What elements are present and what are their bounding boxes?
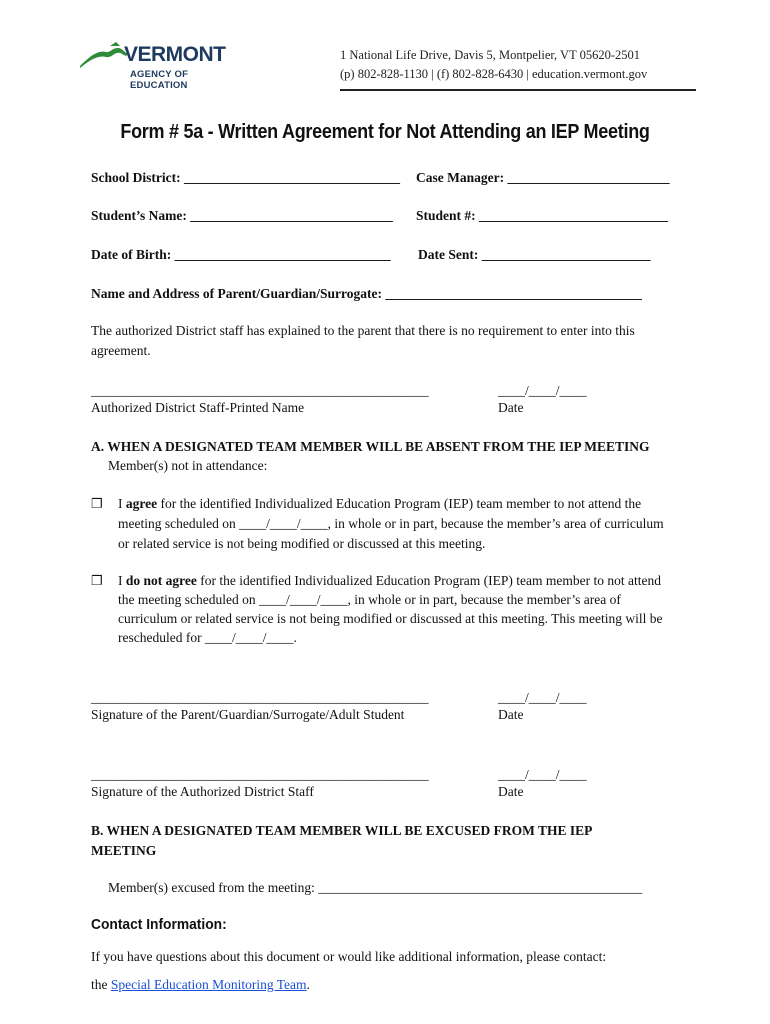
members-excused-field[interactable]: Member(s) excused from the meeting: ________________________________________________ bbox=[108, 880, 643, 895]
vermont-aoe-logo bbox=[80, 42, 240, 91]
case-manager-field[interactable]: Case Manager: ________________________ bbox=[416, 170, 670, 185]
agree-checkbox[interactable]: ❒ bbox=[91, 496, 103, 511]
staff-date-line[interactable]: ____/____/____ bbox=[498, 383, 587, 398]
disagree-statement bbox=[118, 571, 673, 647]
header-divider bbox=[340, 89, 696, 91]
contact-suffix: . bbox=[306, 977, 310, 992]
staff-printed-name-label: Authorized District Staff-Printed Name bbox=[91, 400, 305, 415]
agree-statement bbox=[118, 494, 673, 554]
student-name-field[interactable]: Student’s Name: ______________________________ bbox=[91, 208, 393, 223]
agree-prefix: I bbox=[118, 496, 126, 511]
section-a-heading: A. WHEN A DESIGNATED TEAM MEMBER WILL BE ABSENT FROM THE IEP MEETING bbox=[91, 439, 650, 454]
staff-signature-date-line[interactable]: ____/____/____ bbox=[498, 767, 587, 782]
contact-line-link bbox=[91, 975, 310, 994]
staff-signature-line[interactable]: __________________________________________________ bbox=[91, 767, 429, 782]
logo-agency-text: AGENCY OF EDUCATION bbox=[130, 69, 189, 91]
parent-date-label: Date bbox=[498, 707, 524, 722]
form-title: Form # 5a - Written Agreement for Not Attending an IEP Meeting bbox=[120, 121, 650, 143]
parent-signature-label: Signature of the Parent/Guardian/Surrogate/Adult Student bbox=[91, 707, 405, 722]
section-b-heading: B. WHEN A DESIGNATED TEAM MEMBER WILL BE EXCUSED FROM THE IEP MEETING bbox=[91, 823, 592, 858]
date-sent-field[interactable]: Date Sent: _________________________ bbox=[418, 247, 651, 262]
staff-name-line[interactable]: __________________________________________________ bbox=[91, 383, 429, 398]
parent-name-address-field[interactable]: Name and Address of Parent/Guardian/Surrogate: ______________________________________ bbox=[91, 286, 642, 301]
staff-signature-date-label: Date bbox=[498, 784, 524, 799]
intro-paragraph: The authorized District staff has explained to the parent that there is no requirement to enter into this agreement. bbox=[91, 323, 635, 358]
logo-wordmark: VERMONT bbox=[124, 43, 226, 66]
staff-signature-label: Signature of the Authorized District Staff bbox=[91, 784, 314, 799]
staff-date-label: Date bbox=[498, 400, 524, 415]
contact-line: (p) 802-828-1130 | (f) 802-828-6430 | education.vermont.gov bbox=[340, 67, 648, 81]
contact-heading: Contact Information: bbox=[91, 916, 227, 933]
members-not-attending: Member(s) not in attendance: bbox=[108, 458, 268, 473]
agree-keyword: agree bbox=[125, 496, 158, 511]
student-number-field[interactable]: Student #: ____________________________ bbox=[416, 208, 669, 223]
disagree-prefix: I bbox=[118, 573, 126, 588]
school-district-field[interactable]: School District: ________________________________ bbox=[91, 170, 400, 185]
date-of-birth-field[interactable]: Date of Birth: ________________________________ bbox=[91, 247, 391, 262]
contact-prefix: the bbox=[91, 977, 111, 992]
special-ed-monitoring-link[interactable]: Special Education Monitoring Team bbox=[110, 977, 307, 992]
disagree-text: for the identified Individualized Education Program (IEP) team member to not attend the meeting scheduled on ____/____/____, in whole or in part, because the member’s area of curriculum or related service is not being modified or discussed at this meeting. This meeting will be rescheduled for ____/____/____. bbox=[118, 573, 663, 645]
parent-date-line[interactable]: ____/____/____ bbox=[498, 690, 587, 705]
parent-signature-line[interactable]: __________________________________________________ bbox=[91, 690, 429, 705]
contact-text: If you have questions about this document or would like additional information, please contact: bbox=[91, 949, 607, 964]
disagree-keyword: do not agree bbox=[125, 573, 197, 588]
agree-text: for the identified Individualized Education Program (IEP) team member to not attend the meeting scheduled on ____/____/____, in whole or in part, because the member’s area of curriculum or related service is not being modified or discussed at this meeting. bbox=[118, 496, 664, 551]
address-line: 1 National Life Drive, Davis 5, Montpelier, VT 05620-2501 bbox=[340, 48, 641, 62]
disagree-checkbox[interactable]: ❒ bbox=[91, 573, 103, 588]
